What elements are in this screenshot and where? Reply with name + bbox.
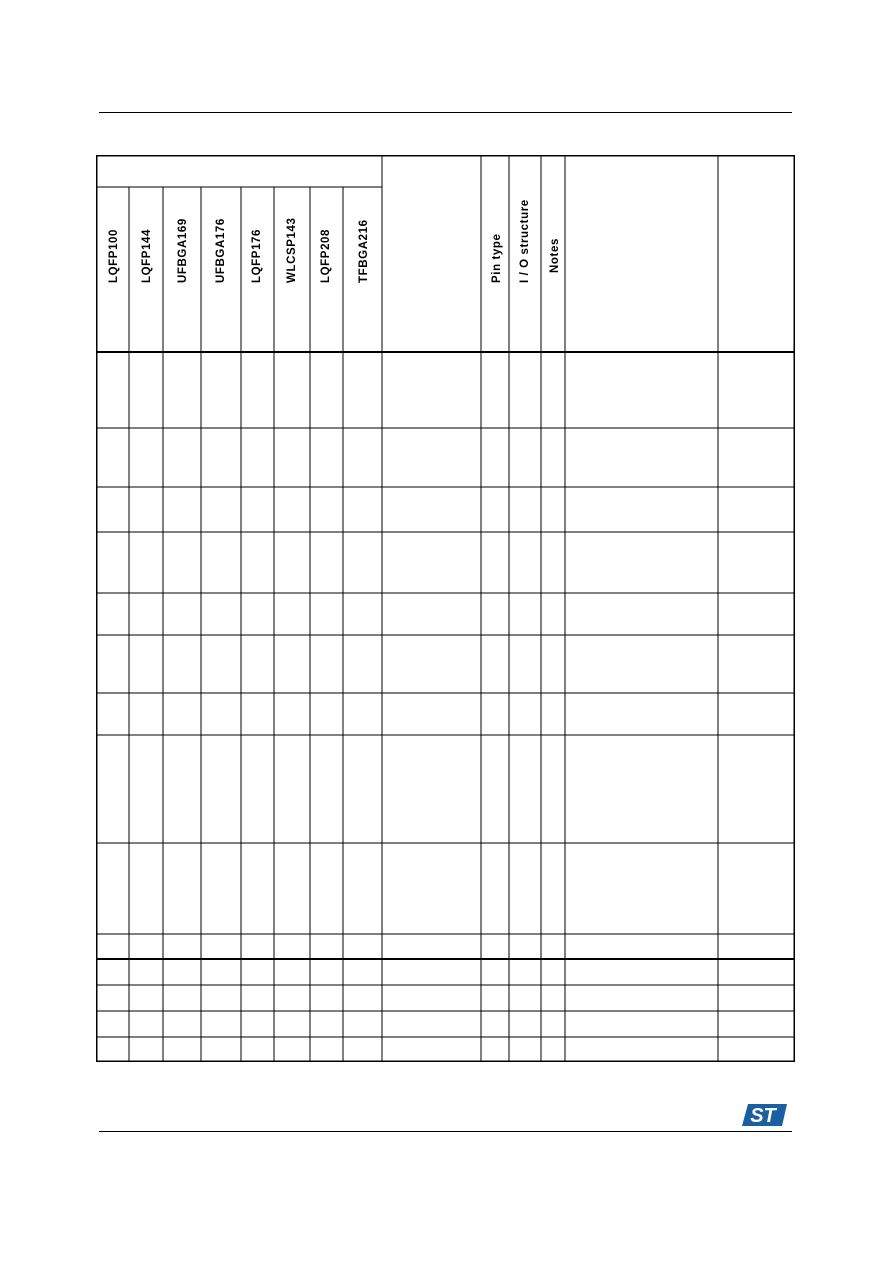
st-logo-mark <box>742 1103 788 1127</box>
st-logo-text: ST <box>750 1105 776 1127</box>
st-logo <box>742 1103 788 1132</box>
col-header-io-structure: I / O structure <box>519 199 531 283</box>
col-header-ufbga176: UFBGA176 <box>215 218 227 283</box>
footer-rule <box>99 1131 792 1132</box>
col-header-pin-type: Pin type <box>491 233 503 283</box>
col-header-lqfp100: LQFP100 <box>108 228 120 283</box>
header-rule <box>99 112 792 113</box>
col-header-lqfp144: LQFP144 <box>141 228 153 283</box>
col-header-wlcsp143: WLCSP143 <box>286 217 298 283</box>
pin-description-table <box>96 155 795 1062</box>
pin-table-grid <box>96 155 795 1062</box>
col-header-ufbga169: UFBGA169 <box>177 218 189 283</box>
col-header-notes: Notes <box>549 238 561 273</box>
col-header-tfbga216: TFBGA216 <box>358 219 370 283</box>
col-header-lqfp176: LQFP176 <box>251 228 263 283</box>
col-header-lqfp208: LQFP208 <box>320 228 332 283</box>
